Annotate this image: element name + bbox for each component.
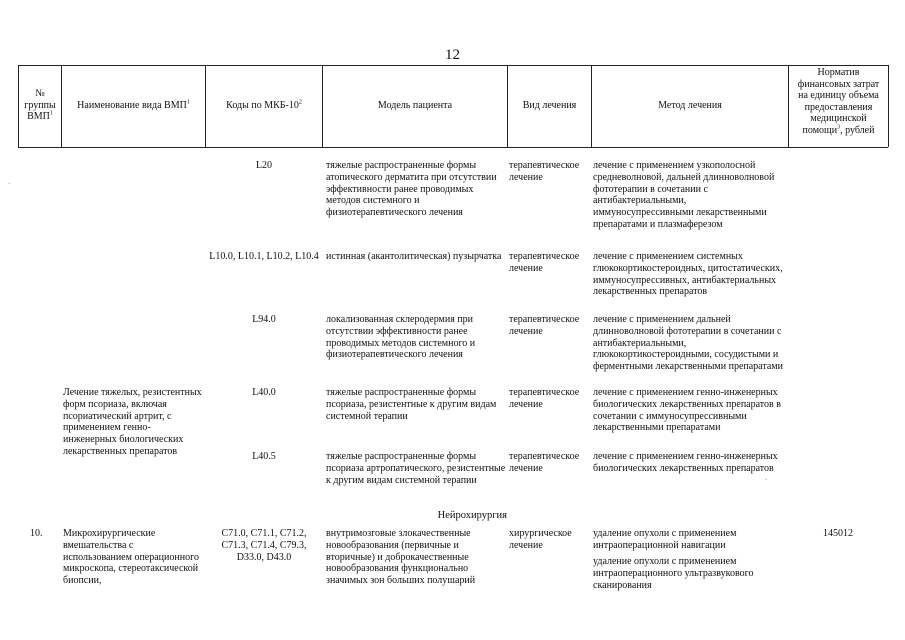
patient-model-cell: тяжелые распространенные формы псориаза, резистентные к другим видам системной терапии xyxy=(326,387,497,422)
patient-model-cell: тяжелые распространенные формы псориаза артропатического, резистентные к другим видам системной терапии xyxy=(326,451,506,486)
treatment-type-cell: терапевтическое лечение xyxy=(509,251,580,274)
patient-model-cell: внутримозговые злокачественные новообразования (первичные и вторичные) и доброкачественные новообразования функционально значимых зон больших полушарий xyxy=(326,528,476,587)
icd-codes-cell: L40.0 xyxy=(252,387,276,398)
header-group-number: № группы ВМП$^1$ xyxy=(24,88,56,122)
treatment-type-cell: терапевтическое лечение xyxy=(509,451,580,474)
vmp-name-cell: Лечение тяжелых, резистентных форм псориаза, включая псориатический артрит, с применением генно-инженерных биологических лекарственных препаратов xyxy=(63,387,202,457)
patient-model-cell: истинная (акантолитическая) пузырчатка xyxy=(326,251,502,262)
treatment-type-cell: терапевтическое лечение xyxy=(509,387,580,410)
treatment-method-cell: удаление опухоли с применением интраоперационной навигации xyxy=(593,528,737,551)
treatment-method-cell: лечение с применением системных глюкокортикостероидных, цитостатических, иммуносупрессивных, антибактериальных лекарственных препаратов xyxy=(593,251,783,298)
treatment-method-cell: лечение с применением дальней длинноволновой фототерапии в сочетании с антибактериальными, глюкокортикостероидными, сосудистыми и ферментными лекарственными препаратами xyxy=(593,314,783,373)
treatment-method-cell: лечение с применением узкополосной средневолновой, дальней длинноволновой фототерапии в сочетании с антибактериальными, иммуносупрессивными лекарственными препаратами и плазмаферезом xyxy=(593,160,775,230)
icd-codes-cell: L94.0 xyxy=(252,314,276,325)
treatment-type-cell: терапевтическое лечение xyxy=(509,160,580,183)
margin-mark: . xyxy=(765,472,768,482)
treatment-method-cell: удаление опухоли с применением интраоперационного ультразвукового сканирования xyxy=(593,556,754,591)
treatment-method-cell: лечение с применением генно-инженерных биологических лекарственных препаратов в сочетании с иммуносупрессивными лекарственными препаратами xyxy=(593,387,781,434)
treatment-type-cell: хирургическое лечение xyxy=(509,528,572,551)
margin-mark: . xyxy=(8,176,11,186)
section-heading: Нейрохирургия xyxy=(437,510,507,521)
cost-norm-cell: 145012 xyxy=(823,528,853,539)
treatment-type-cell: терапевтическое лечение xyxy=(509,314,580,337)
icd-codes-cell: C71.0, C71.1, C71.2, C71.3, C71.4, C79.3, D33.0, D43.0 xyxy=(221,528,307,563)
header-treatment-method: Метод лечения xyxy=(658,100,722,111)
header-vmp-name: Наименование вида ВМП$^1$ xyxy=(77,99,190,111)
header-treatment-type: Вид лечения xyxy=(522,100,577,111)
icd-codes-cell: L10.0, L10.1, L10.2, L10.4 xyxy=(209,251,319,262)
vmp-name-cell: Микрохирургические вмешательства с использованием операционного микроскопа, стереотаксической биопсии, xyxy=(63,528,199,587)
header-border xyxy=(888,65,889,147)
icd-codes-cell: L40.5 xyxy=(252,451,276,462)
treatment-method-cell: лечение с применением генно-инженерных биологических лекарственных препаратов xyxy=(593,451,778,474)
patient-model-cell: локализованная склеродермия при отсутствии эффективности ранее проводимых методов системного и физиотерапевтического лечения xyxy=(326,314,476,361)
header-patient-model: Модель пациента xyxy=(377,100,453,111)
patient-model-cell: тяжелые распространенные формы атопического дерматита при отсутствии эффективности ранее проводимых методов системного и физиотерапевтического лечения xyxy=(326,160,497,219)
table-top-rule xyxy=(18,65,888,66)
group-number-cell: 10. xyxy=(30,528,43,539)
header-cost-norm: Норматив финансовых затрат на единицу объема предоставления медицинской помощи$^3$, рублей xyxy=(797,67,880,136)
icd-codes-cell: L20 xyxy=(255,160,273,171)
header-bottom-rule xyxy=(18,147,888,148)
header-icd-codes: Коды по МКБ-$10^2$ xyxy=(226,99,302,111)
header-divider xyxy=(788,65,789,147)
page-number: 12 xyxy=(445,47,460,63)
